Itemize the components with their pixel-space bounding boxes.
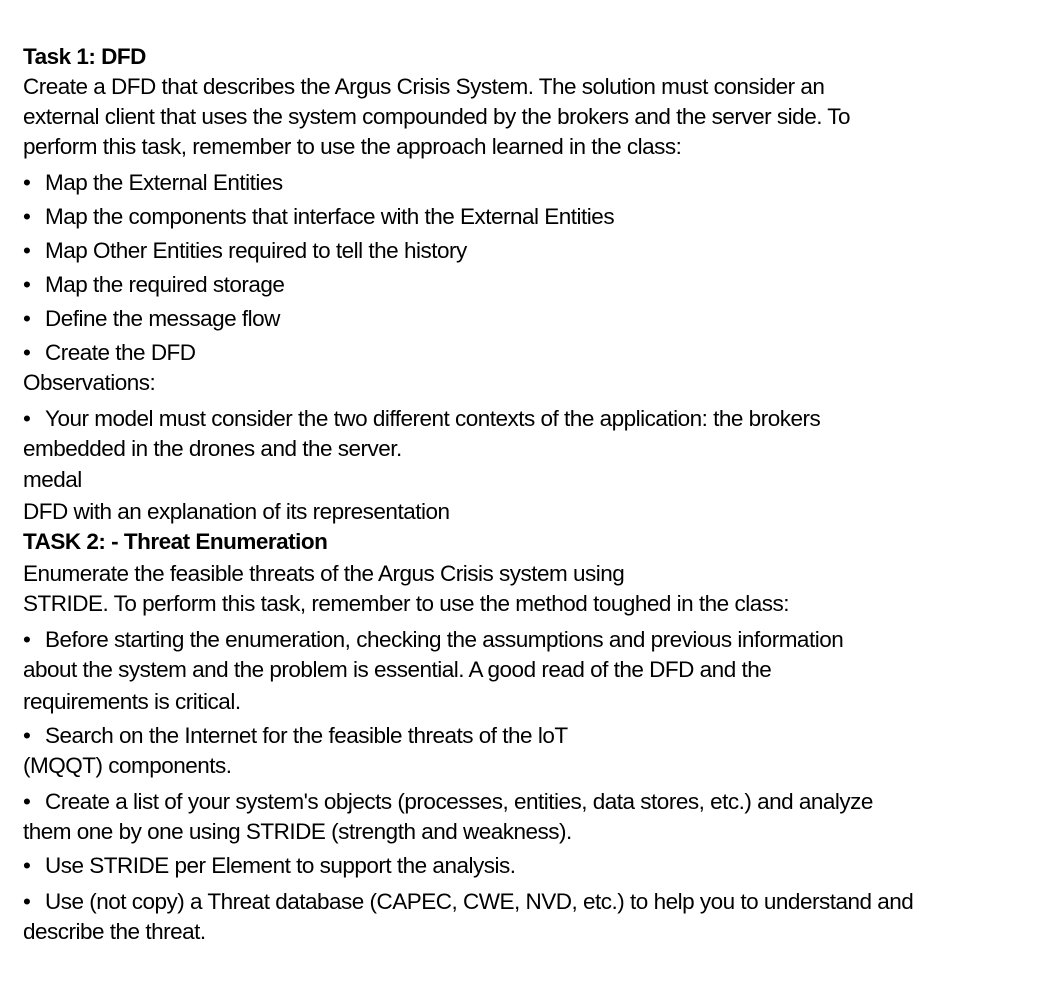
bullet-dot: • [23,272,31,297]
bullet-text: Use (not copy) a Threat database (CAPEC, CWE, NVD, etc.) to help you to understand and [45,889,914,914]
task1-bullet-2 [23,202,1033,232]
bullet-dot: • [23,406,31,431]
task1-deliverable: DFD with an explanation of its representation [23,499,450,524]
task2-intro-line-1: Enumerate the feasible threats of the Argus Crisis system using [23,561,625,586]
bullet-dot: • [23,853,31,878]
bullet-dot: • [23,340,31,365]
bullet-text: Before starting the enumeration, checking the assumptions and previous information [45,627,844,652]
task2-bullet-2-line-2: (MQQT) components. [23,753,232,778]
task2-bullet-4 [23,851,1033,881]
task2-bullet-5 [23,887,1033,917]
bullet-dot: • [23,204,31,229]
observation-bullet [23,404,1033,434]
bullet-text: Create a list of your system's objects (processes, entities, data stores, etc.) and analyze [45,789,873,814]
bullet-text: Map the components that interface with the External Entities [45,204,615,229]
task2-bullet-1-line-3: requirements is critical. [23,689,241,714]
bullet-text: Define the message flow [45,306,280,331]
bullet-dot: • [23,627,31,652]
observation-bullet-line-2: embedded in the drones and the server. [23,436,402,461]
task2-bullet-3-line-2: them one by one using STRIDE (strength and weakness). [23,819,572,844]
task1-intro-line-2: external client that uses the system compounded by the brokers and the server side. To [23,104,851,129]
bullet-text: Your model must consider the two different contexts of the application: the brokers [45,406,821,431]
observations-label: Observations: [23,370,156,395]
task2-bullet-1-line-2: about the system and the problem is essential. A good read of the DFD and the [23,657,772,682]
task1-bullet-5 [23,304,1033,334]
bullet-text: Map Other Entities required to tell the history [45,238,467,263]
bullet-dot: • [23,170,31,195]
bullet-text: Use STRIDE per Element to support the analysis. [45,853,516,878]
document-body [23,42,1033,947]
bullet-text: Search on the Internet for the feasible threats of the loT [45,723,568,748]
bullet-dot: • [23,238,31,263]
task1-bullet-6 [23,338,1033,368]
task2-intro-line-2: STRIDE. To perform this task, remember to use the method toughed in the class: [23,591,789,616]
task1-intro-line-1: Create a DFD that describes the Argus Crisis System. The solution must consider an [23,74,825,99]
task2-bullet-5-line-2: describe the threat. [23,919,206,944]
bullet-text: Map the required storage [45,272,285,297]
bullet-text: Map the External Entities [45,170,283,195]
task2-bullet-2 [23,721,1033,751]
task2-bullet-3 [23,787,1033,817]
task1-intro-line-3: perform this task, remember to use the approach learned in the class: [23,134,682,159]
task1-heading: Task 1: DFD [23,44,146,69]
bullet-dot: • [23,789,31,814]
task1-bullet-3 [23,236,1033,266]
bullet-text: Create the DFD [45,340,196,365]
medal-text: medal [23,467,82,492]
task2-bullet-1 [23,625,1033,655]
task1-bullet-1 [23,168,1033,198]
bullet-dot: • [23,723,31,748]
task2-heading: TASK 2: - Threat Enumeration [23,529,328,554]
task1-bullet-4 [23,270,1033,300]
bullet-dot: • [23,306,31,331]
bullet-dot: • [23,889,31,914]
